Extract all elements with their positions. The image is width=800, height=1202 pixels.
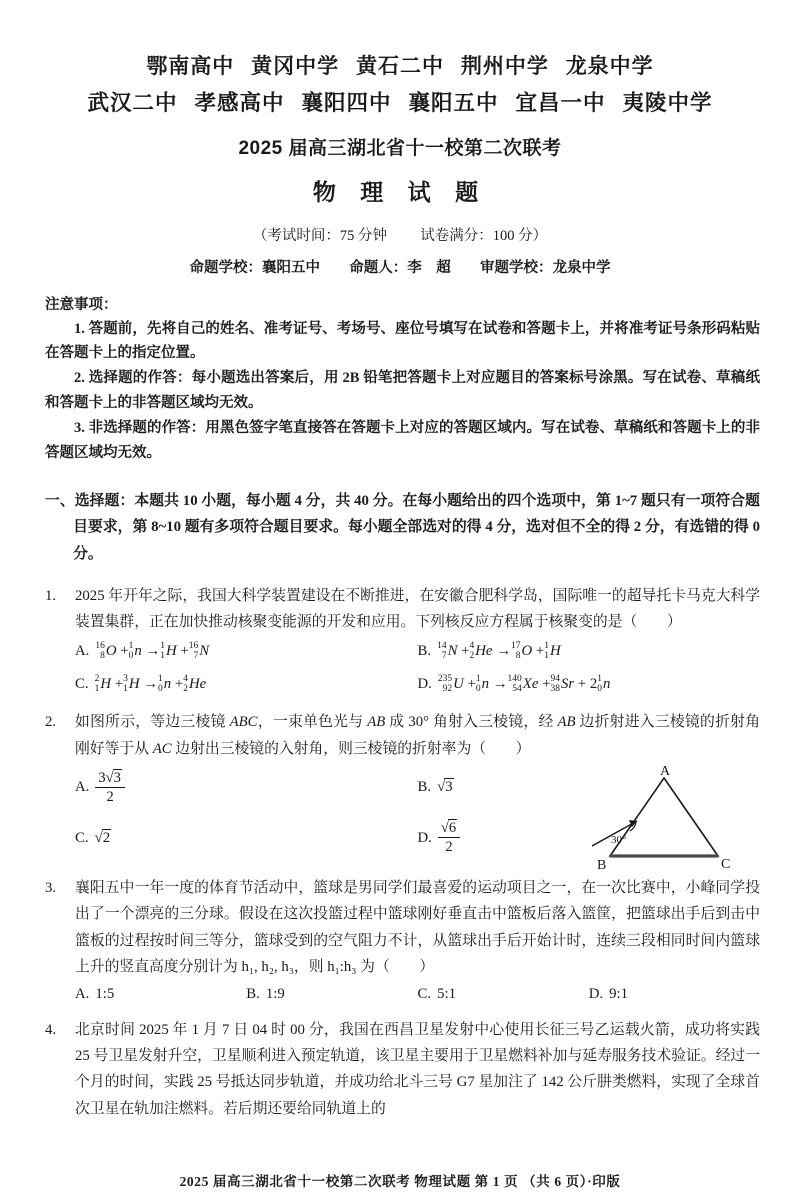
option-a[interactable]	[75, 981, 246, 1007]
question-3	[0, 875, 800, 1008]
option-value: √3	[437, 779, 453, 796]
option-value: 9:1	[609, 986, 629, 1003]
question-2-options	[75, 764, 760, 873]
option-c[interactable]	[75, 819, 418, 857]
notice-item: 2. 选择题的作答：每小题选出答案后，用 2B 铅笔把答题卡上对应题目的答案标号涂黑。写在试卷、草稿纸和答题卡上的非答题区域均无效。	[45, 370, 760, 412]
option-label: D.	[417, 676, 432, 693]
option-c[interactable]	[418, 981, 589, 1007]
equilateral-prism-diagram	[592, 764, 742, 872]
schools-line-2	[0, 93, 800, 115]
option-label: B.	[417, 642, 432, 659]
option-value: 5:1	[437, 986, 456, 1003]
angle-label-30: 30°	[611, 834, 627, 847]
exam-duration: （考试时间：75 分钟	[252, 227, 387, 244]
stem-symbol: ABC	[229, 714, 258, 731]
option-label: A.	[75, 642, 90, 659]
option-value: √2	[94, 829, 111, 846]
question-2	[0, 709, 800, 873]
question-4	[0, 1017, 800, 1122]
option-equation: 235 92 U + 1 0 n → 140 54 Xe + 94 38 Sr + 2 1 0 n	[437, 674, 611, 695]
setter-school-value: 襄阳五中	[262, 259, 320, 276]
stem-symbol: AB	[557, 714, 576, 731]
option-value: 1:5	[95, 986, 115, 1003]
question-number: 2.	[45, 714, 57, 731]
notice-item: 1. 答题前，先将自己的姓名、准考证号、考场号、座位号填写在试卷和答题卡上，并将准考证号条形码粘贴在答题卡上的指定位置。	[45, 320, 760, 362]
stem-part: 成 30° 角射入三棱镜，经	[385, 714, 558, 731]
option-equation: 14 7 N + 4 2 He → 17 8 O + 1 1 H	[437, 641, 561, 661]
school-name: 黄冈中学	[251, 55, 340, 78]
option-label: C.	[75, 676, 89, 693]
school-name: 武汉二中	[87, 91, 178, 115]
notice-item: 3. 非选择题的作答：用黑色签字笔直接答在答题卡上对应的答题区域内。写在试卷、草稿纸和答题卡上的非答题区域均无效。	[45, 420, 760, 462]
school-name: 襄阳四中	[301, 91, 392, 115]
stem-part: 如图所示，等边三棱镜	[75, 714, 230, 731]
notice-section	[0, 293, 800, 467]
question-stem	[75, 709, 760, 762]
school-name: 龙泉中学	[565, 55, 654, 78]
question-stem: 2025 年开年之际，我国大科学装置建设在不断推进，在安徽合肥科学岛，国际唯一的超导托卡马克大科学装置集群，正在加快推动核聚变能源的开发和应用。下列核反应方程属于核聚变的是（ ）	[75, 588, 760, 631]
option-value: 1:9	[265, 986, 285, 1003]
option-label: C.	[75, 829, 89, 846]
option-b[interactable]	[418, 638, 761, 664]
question-stem: 北京时间 2025 年 1 月 7 日 04 时 00 分，我国在西昌卫星发射中心使用长征三号乙运载火箭，成功将实践 25 号卫星发射升空，卫星顺利进入预定轨道，该卫星主要用于卫星燃料补加与延寿服务技术验证。经过一个月的时间，实践 25 号抵达同步轨道，并成功给北斗三号 G7 星加注了 142 公斤肼类燃料，实现了全球首次卫星在轨加注燃料。若后期还要给同轨道上的	[75, 1021, 760, 1117]
exam-meet-title: 2025 届高三湖北省十一校第二次联考	[238, 137, 562, 159]
school-name: 黄石二中	[356, 55, 444, 78]
option-d[interactable]	[418, 671, 761, 697]
question-1-options	[75, 638, 760, 698]
section-body: 本题共 10 小题，每小题 4 分，共 40 分。在每小题给出的四个选项中，第 1~7 题只有一项符合题目要求，第 8~10 题有多项符合题目要求。每小题全部选对的得 4 分，选对但不全的得 2 分，有选错的得 0 分。	[73, 493, 760, 562]
school-name: 孝感高中	[194, 91, 285, 115]
option-a[interactable]	[75, 638, 418, 664]
page-footer: 2025 届高三湖北省十一校第二次联考 物理试题 第 1 页 （共 6 页）·印版	[179, 1174, 621, 1189]
option-label: B.	[417, 779, 432, 796]
section-title: 选择题：	[74, 493, 135, 510]
option-label: D.	[588, 986, 604, 1003]
option-label: A.	[75, 986, 90, 1003]
question-1	[0, 583, 800, 697]
school-name: 襄阳五中	[408, 91, 499, 115]
exam-info-line	[0, 224, 800, 245]
stem-symbol: AC	[152, 740, 172, 757]
option-value: $\frac{3√3}{2}$	[95, 770, 124, 805]
option-label: B.	[246, 986, 260, 1003]
option-equation: 16 8 O + 1 0 n → 1 1 H + 16 7 N	[95, 641, 210, 661]
question-3-options	[75, 981, 760, 1007]
option-a[interactable]	[75, 768, 418, 806]
option-d[interactable]	[589, 981, 760, 1007]
school-name: 夷陵中学	[622, 91, 713, 115]
option-label: C.	[417, 986, 432, 1003]
question-stem: 襄阳五中一年一度的体育节活动中，篮球是男同学们最喜爱的运动项目之一，在一次比赛中，小峰同学投出了一个漂亮的三分球。假设在这次投篮过程中篮球刚好垂直击中篮板后落入篮筐，把篮球出手后到击中篮板的过程按时间三等分，篮球受到的空气阻力不计，从篮球出手后开始计时，连续三段相同时间内篮球上升的竖直高度分别计为 h₁, h₂, h₃，则 h₁:h₃ 为（ ）	[75, 880, 760, 975]
school-name: 宜昌一中	[515, 91, 606, 115]
authors-line	[0, 256, 800, 277]
school-name: 荆州中学	[460, 55, 549, 78]
vertex-label-b: B	[597, 858, 607, 873]
question-number: 4.	[45, 1021, 57, 1038]
option-equation: 2 1 H + 3 1 H → 1 0 n + 4 2 He	[94, 674, 207, 695]
notice-title: 注意事项：	[45, 296, 118, 313]
reviewer-school-label: 审题学校：	[480, 259, 553, 276]
exam-total-score: 试卷满分：100 分）	[420, 227, 548, 244]
vertex-label-c: C	[721, 857, 731, 873]
stem-symbol: AB	[367, 714, 386, 731]
page-title: 物 理 试 题	[312, 178, 488, 205]
setter-value: 李 超	[407, 259, 451, 276]
option-c[interactable]	[75, 671, 418, 697]
schools-line-1	[0, 56, 800, 77]
stem-part: 边折射进入三棱镜的折射角刚好等于从	[75, 714, 761, 757]
exam-paper-page	[0, 56, 800, 1202]
section-heading-choice	[0, 488, 800, 567]
stem-part: 边射出三棱镜的入射角，则三棱镜的折射率为（ ）	[171, 740, 531, 757]
question-number: 3.	[45, 880, 57, 897]
setter-school-label: 命题学校：	[189, 259, 262, 276]
stem-part: ，一束单色光与	[257, 714, 368, 731]
section-marker: 一、	[45, 493, 75, 510]
option-label: A.	[75, 779, 90, 796]
question-number: 1.	[45, 588, 57, 605]
vertex-label-a: A	[660, 764, 671, 780]
setter-label: 命题人：	[349, 259, 408, 276]
school-name: 鄂南高中	[146, 55, 235, 78]
option-label: D.	[417, 829, 432, 846]
option-b[interactable]	[246, 981, 417, 1007]
reviewer-school-value: 龙泉中学	[552, 259, 611, 276]
option-value: $\frac{√6}{2}$	[438, 820, 460, 855]
